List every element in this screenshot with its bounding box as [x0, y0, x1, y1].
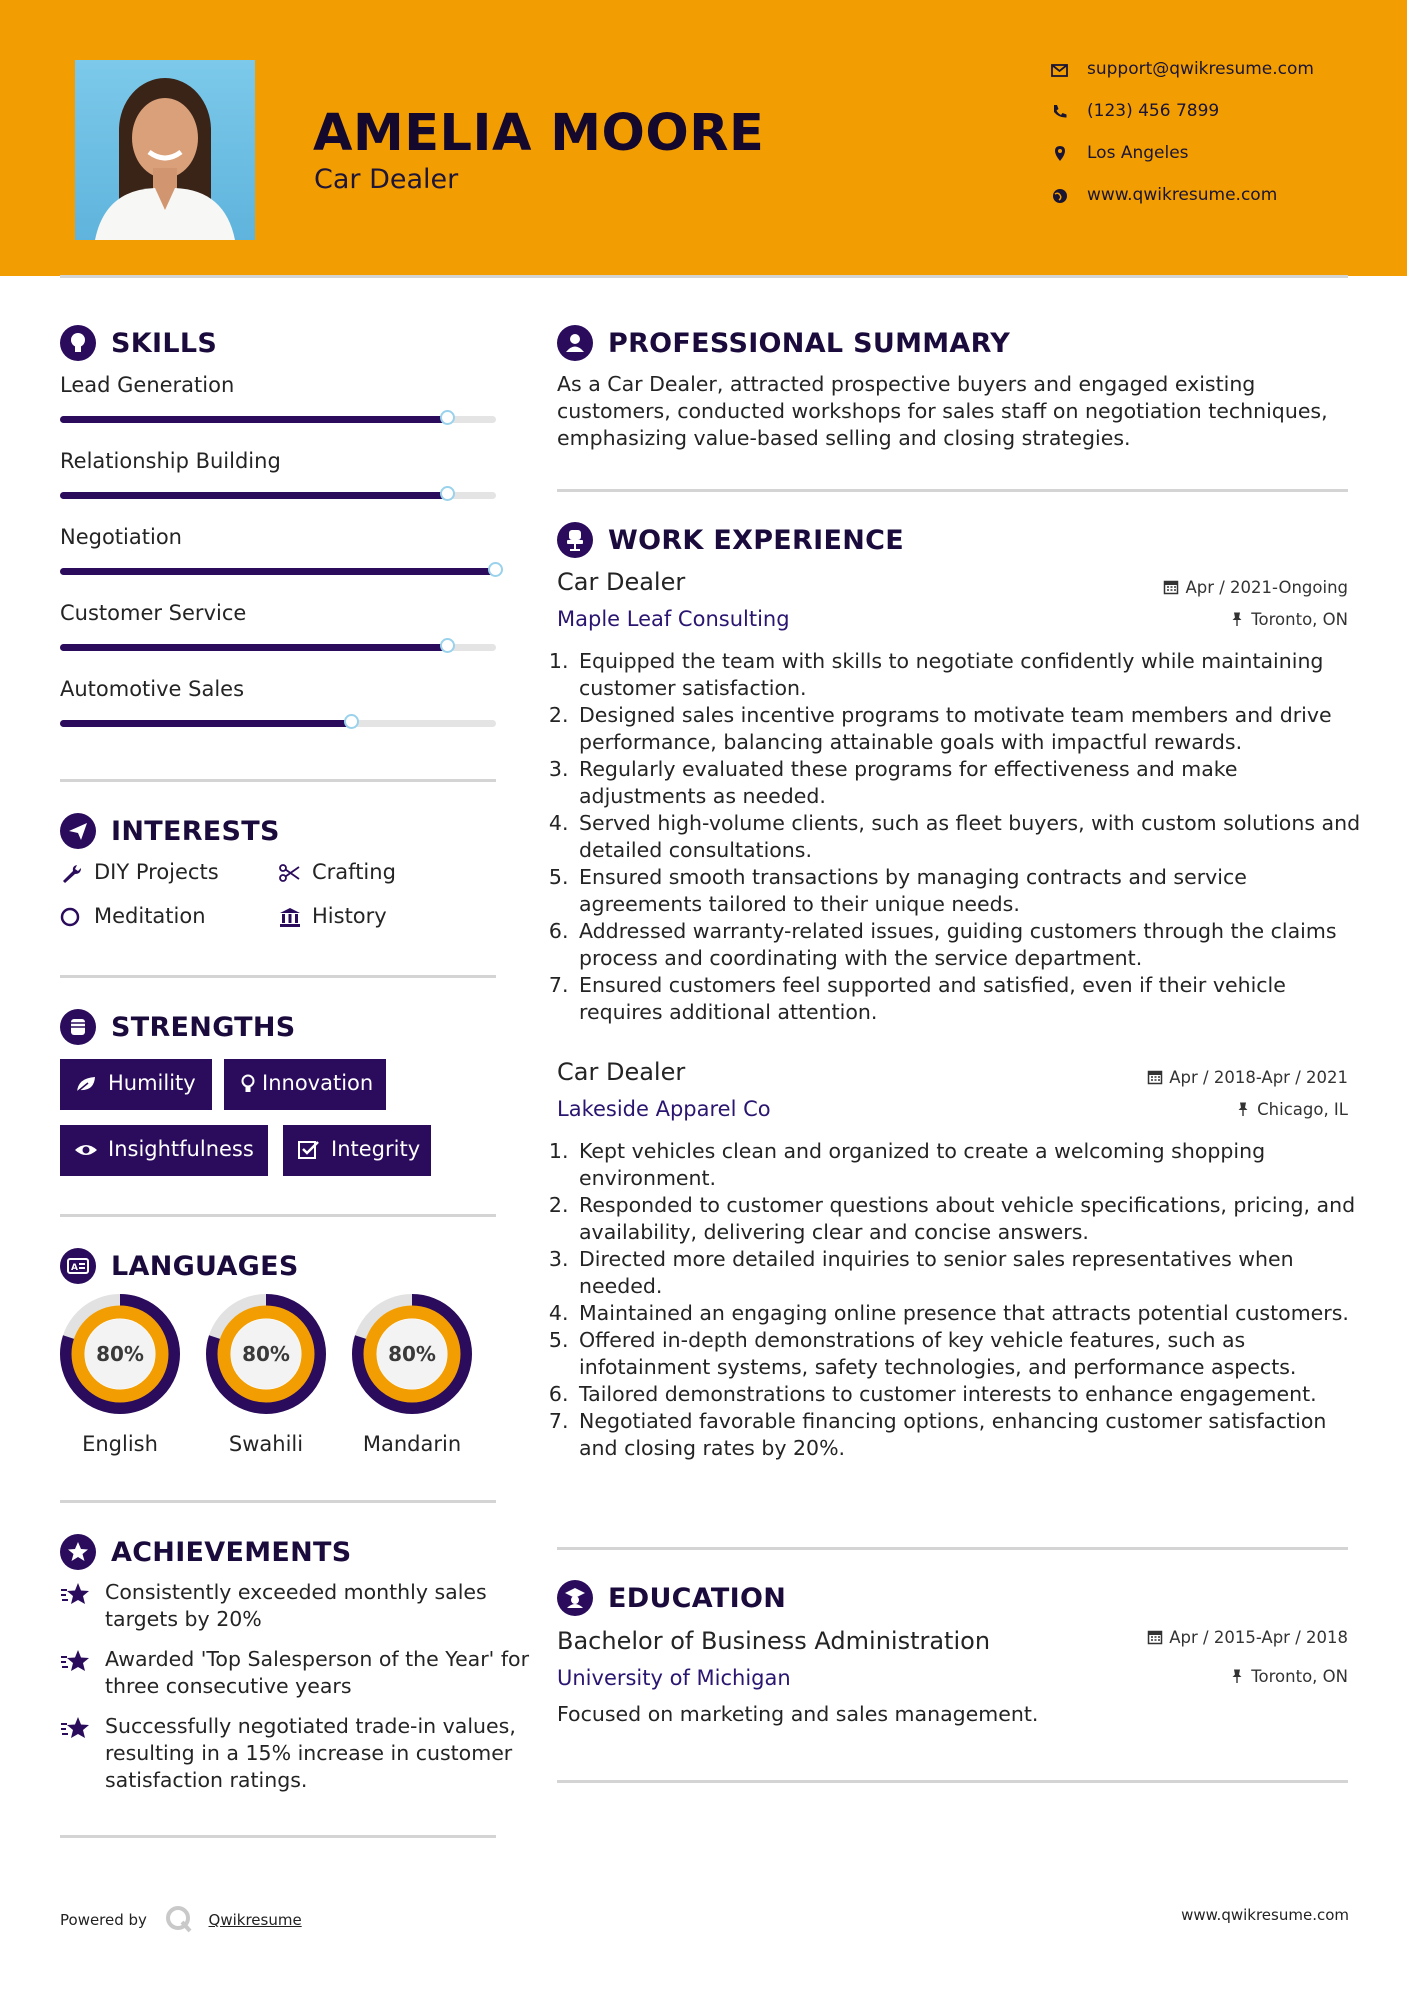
- skill-bar-knob: [344, 714, 359, 729]
- education-dates: [1147, 1628, 1348, 1647]
- job-title: Car Dealer: [557, 568, 686, 596]
- education-location-text: Toronto, ON: [1251, 1667, 1348, 1686]
- svg-text:A: A: [71, 1263, 78, 1273]
- header-divider: [60, 275, 1348, 278]
- skills-divider: [60, 779, 496, 782]
- footer-website[interactable]: www.qwikresume.com: [1181, 1906, 1349, 1924]
- summary-title: PROFESSIONAL SUMMARY: [608, 328, 1011, 359]
- qwikresume-logo-icon: [164, 1904, 194, 1934]
- eye-icon: [74, 1139, 98, 1161]
- globe-icon: [1050, 186, 1070, 206]
- achievements-divider: [60, 1835, 496, 1838]
- candidate-name: AMELIA MOORE: [313, 104, 765, 163]
- calendar-icon: [1147, 1629, 1163, 1645]
- skill-bar-knob: [440, 638, 455, 653]
- experience-title: WORK EXPERIENCE: [608, 525, 904, 556]
- achievement-text: Consistently exceeded monthly sales targets by 20%: [105, 1580, 487, 1631]
- map-pin-icon: [1050, 144, 1070, 164]
- website-text[interactable]: www.qwikresume.com: [1087, 185, 1278, 205]
- skill-label: Relationship Building: [60, 449, 281, 473]
- circle-icon: [60, 906, 84, 928]
- location-text: Los Angeles: [1087, 143, 1189, 163]
- responsibility-item: 4. Served high-volume clients, such as fleet buyers, with custom solutions and detailed consultations.: [575, 810, 1365, 864]
- pushpin-icon: [1229, 1668, 1245, 1684]
- graduate-icon: [557, 1580, 593, 1616]
- language-name: Mandarin: [362, 1432, 462, 1456]
- strength-label: Humility: [108, 1071, 196, 1095]
- education-school: University of Michigan: [557, 1666, 791, 1690]
- museum-icon: [278, 906, 302, 928]
- skill-label: Lead Generation: [60, 373, 235, 397]
- summary-divider: [557, 489, 1348, 492]
- responsibility-item: 3. Directed more detailed inquiries to senior sales representatives when needed.: [575, 1246, 1365, 1300]
- skill-bar: [60, 568, 496, 575]
- phone-text[interactable]: (123) 456 7899: [1087, 101, 1220, 121]
- user-icon: [557, 325, 593, 361]
- job-dates-text: Apr / 2021-Ongoing: [1185, 578, 1348, 597]
- skill-bar-fill: [60, 568, 496, 575]
- calendar-icon: [1147, 1069, 1163, 1085]
- fist-icon: [60, 1009, 96, 1045]
- scissors-icon: [278, 862, 302, 884]
- strength-label: Innovation: [262, 1071, 374, 1095]
- skills-title: SKILLS: [111, 328, 218, 359]
- job-location: [1235, 1100, 1348, 1119]
- language-item: [350, 1292, 474, 1456]
- strength-badge: [224, 1059, 386, 1110]
- skill-bar: [60, 492, 496, 499]
- check-square-icon: [297, 1139, 321, 1161]
- job-location: [1229, 610, 1348, 629]
- lightbulb-icon: [60, 325, 96, 361]
- job-dates-text: Apr / 2018-Apr / 2021: [1169, 1068, 1348, 1087]
- responsibility-item: 3. Regularly evaluated these programs for effectiveness and make adjustments as needed.: [575, 756, 1365, 810]
- summary-text: As a Car Dealer, attracted prospective buyers and engaged existing customers, conducted workshops for sales staff on negotiation techniques, emphasizing value-based selling and closing strategies.: [557, 372, 1328, 450]
- wrench-icon: [60, 862, 84, 884]
- skill-bar-knob: [440, 410, 455, 425]
- pushpin-icon: [1235, 1101, 1251, 1117]
- education-description: Focused on marketing and sales management.: [557, 1702, 1039, 1726]
- language-percent: 80%: [242, 1342, 290, 1366]
- interests-divider: [60, 975, 496, 978]
- job-responsibilities: [557, 1138, 1365, 1462]
- interest-label: Meditation: [94, 904, 206, 928]
- pushpin-icon: [1229, 611, 1245, 627]
- powered-by-text: Powered by: [60, 1911, 147, 1929]
- education-dates-text: Apr / 2015-Apr / 2018: [1169, 1628, 1348, 1647]
- responsibility-item: 6. Addressed warranty-related issues, guiding customers through the claims process and coordinating with the service department.: [575, 918, 1365, 972]
- responsibility-item: 2. Responded to customer questions about vehicle specifications, pricing, and availability, delivering clear and concise answers.: [575, 1192, 1365, 1246]
- job-location-text: Toronto, ON: [1251, 610, 1348, 629]
- skill-bar-fill: [60, 492, 448, 499]
- skill-bar: [60, 644, 496, 651]
- language-ring: [204, 1292, 328, 1416]
- skill-label: Negotiation: [60, 525, 182, 549]
- strength-badge: [283, 1125, 431, 1176]
- language-name: English: [82, 1432, 158, 1456]
- strength-badge: [60, 1125, 268, 1176]
- experience-divider: [557, 1547, 1348, 1550]
- achievement-text: Successfully negotiated trade-in values, resulting in a 15% increase in customer satisfaction ratings.: [105, 1714, 516, 1792]
- skill-bar-knob: [488, 562, 503, 577]
- calendar-icon: [1163, 579, 1179, 595]
- skill-label: Customer Service: [60, 601, 247, 625]
- responsibility-item: 2. Designed sales incentive programs to motivate team members and drive performance, balancing attainable goals with impactful rewards.: [575, 702, 1365, 756]
- skill-bar: [60, 416, 496, 423]
- responsibility-item: 7. Negotiated favorable financing options, enhancing customer satisfaction and closing rates by 20%.: [575, 1408, 1365, 1462]
- job-responsibilities: [557, 648, 1365, 1026]
- footer-brand-link[interactable]: Qwikresume: [208, 1911, 302, 1929]
- language-item: [204, 1292, 328, 1456]
- skill-bar: [60, 720, 496, 727]
- strengths-title: STRENGTHS: [111, 1012, 296, 1043]
- education-degree: Bachelor of Business Administration: [557, 1627, 991, 1655]
- strength-badge: [60, 1059, 212, 1110]
- strengths-divider: [60, 1214, 496, 1217]
- skill-bar-fill: [60, 416, 448, 423]
- responsibility-item: 1. Equipped the team with skills to negotiate confidently while maintaining customer satisfaction.: [575, 648, 1365, 702]
- job-company: Lakeside Apparel Co: [557, 1097, 771, 1121]
- responsibility-item: 5. Ensured smooth transactions by managing contracts and service agreements tailored to their unique needs.: [575, 864, 1365, 918]
- responsibility-item: 4. Maintained an engaging online presence that attracts potential customers.: [575, 1300, 1365, 1327]
- interest-label: History: [312, 904, 387, 928]
- skill-bar-fill: [60, 720, 352, 727]
- email-text[interactable]: support@qwikresume.com: [1087, 59, 1314, 79]
- resume-header: [0, 0, 1407, 276]
- lightbulb-icon: [238, 1073, 262, 1095]
- interest-label: DIY Projects: [94, 860, 219, 884]
- language-item: [58, 1292, 182, 1456]
- star-icon: [60, 1715, 92, 1741]
- interests-title: INTERESTS: [111, 816, 280, 847]
- language-percent: 80%: [388, 1342, 436, 1366]
- skill-label: Automotive Sales: [60, 677, 245, 701]
- star-badge-icon: [60, 1534, 96, 1570]
- language-icon: [60, 1248, 96, 1284]
- responsibility-item: 6. Tailored demonstrations to customer interests to enhance engagement.: [575, 1381, 1365, 1408]
- strength-label: Integrity: [331, 1137, 421, 1161]
- star-icon: [60, 1648, 92, 1674]
- envelope-icon: [1050, 60, 1070, 80]
- responsibility-item: 1. Kept vehicles clean and organized to create a welcoming shopping environment.: [575, 1138, 1365, 1192]
- languages-divider: [60, 1500, 496, 1503]
- language-name: Swahili: [228, 1432, 304, 1456]
- education-divider: [557, 1780, 1348, 1783]
- skill-bar-knob: [440, 486, 455, 501]
- education-location: [1229, 1667, 1348, 1686]
- responsibility-item: 5. Offered in-depth demonstrations of key vehicle features, such as infotainment systems, safety technologies, and performance aspects.: [575, 1327, 1365, 1381]
- achievement-text: Awarded 'Top Salesperson of the Year' for three consecutive years: [105, 1647, 530, 1698]
- candidate-title: Car Dealer: [314, 164, 459, 195]
- footer-powered-by: [60, 1904, 302, 1934]
- job-location-text: Chicago, IL: [1257, 1100, 1348, 1119]
- job-company: Maple Leaf Consulting: [557, 607, 790, 631]
- interest-label: Crafting: [312, 860, 396, 884]
- office-chair-icon: [557, 522, 593, 558]
- achievements-title: ACHIEVEMENTS: [111, 1537, 352, 1568]
- language-percent: 80%: [96, 1342, 144, 1366]
- education-title: EDUCATION: [608, 1583, 787, 1614]
- responsibility-item: 7. Ensured customers feel supported and satisfied, even if their vehicle requires additional attention.: [575, 972, 1365, 1026]
- languages-title: LANGUAGES: [111, 1251, 299, 1282]
- language-ring: [350, 1292, 474, 1416]
- strength-label: Insightfulness: [108, 1137, 254, 1161]
- job-title: Car Dealer: [557, 1058, 686, 1086]
- leaf-icon: [74, 1073, 98, 1095]
- language-ring: [58, 1292, 182, 1416]
- paper-plane-icon: [60, 813, 96, 849]
- phone-icon: [1050, 102, 1070, 122]
- job-dates: [1147, 1068, 1348, 1087]
- job-dates: [1163, 578, 1348, 597]
- star-icon: [60, 1581, 92, 1607]
- skill-bar-fill: [60, 644, 448, 651]
- profile-photo: [75, 60, 255, 240]
